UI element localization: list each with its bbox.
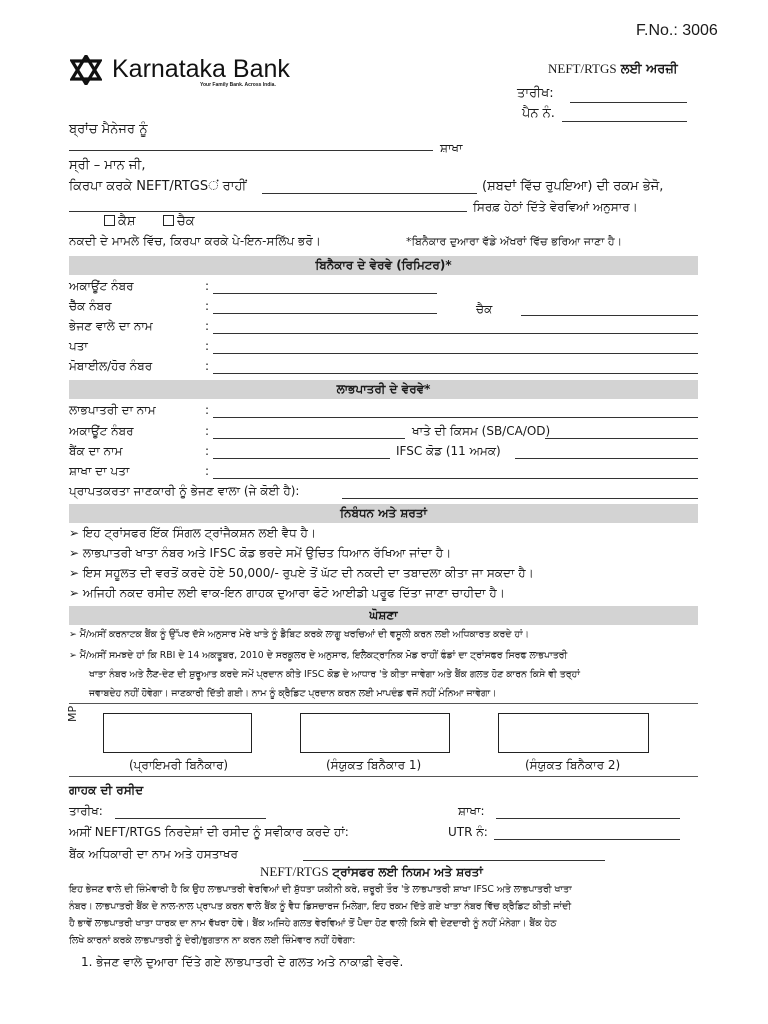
utr-label: UTR ਨੰ:: [448, 825, 488, 839]
terms-item: ➢ ਲਾਭਪਾਤਰੀ ਖਾਤਾ ਨੰਬਰ ਅਤੇ IFSC ਕੋਡ ਭਰਦੇ ਸਮੇਂ ਉਚਿਤ ਧਿਆਨ ਰੱਖਿਆ ਜਾਂਦਾ ਹੈ।: [69, 546, 452, 560]
bank-name: Karnataka Bank: [112, 55, 290, 83]
remitter-cheque-no-label: ਚੈੱਕ ਨੰਬਰ: [69, 299, 112, 313]
date-field[interactable]: [570, 102, 687, 103]
receiver-info-field[interactable]: [342, 498, 698, 499]
account-type-field[interactable]: [545, 438, 698, 439]
joint2-signature-label: (ਸੰਯੁਕਤ ਬਿਨੈਕਾਰ 2): [525, 758, 621, 772]
receipt-header: ਗਾਹਕ ਦੀ ਰਸੀਦ: [69, 783, 144, 797]
cheque-checkbox[interactable]: [163, 215, 174, 226]
terms-item: ➢ ਇਹ ਟ੍ਰਾਂਸਫਰ ਇੱਕ ਸਿੰਗਲ ਟ੍ਰਾਂਜੈਕਸ਼ਨ ਲਈ ਵੈਧ ਹੈ।: [69, 526, 316, 540]
file-number: F.No.: 3006: [636, 22, 718, 39]
colon: :: [205, 359, 210, 373]
rules-header: [260, 864, 483, 880]
declaration-line: ਜਵਾਬਦੇਹ ਨਹੀਂ ਹੋਵੇਗਾ। ਜਾਣਕਾਰੀ ਦਿੱਤੀ ਗਈ। ਨਾਮ ਨੂੰ ਕ੍ਰੈਡਿਟ ਪ੍ਰਦਾਨ ਕਰਨ ਲਈ ਮਾਪਦੰਡ ਵਜੋਂ ਨਹੀਂ ਮੰਨਿਆ ਜਾਵੇਗਾ।: [89, 688, 497, 699]
beneficiary-branch-field[interactable]: [213, 478, 698, 479]
declaration-item-text: ਮੈਂ/ਅਸੀਂ ਕਰਨਾਟਕ ਬੈਂਕ ਨੂੰ ਉੱਪਰ ਦੱਸੇ ਅਨੁਸਾਰ ਮੇਰੇ ਖਾਤੇ ਨੂੰ ਡੈਬਿਟ ਕਰਕੇ ਲਾਗੂ ਖਰਚਿਆਂ ਦੀ ਵਸੂਲੀ ਕਰਨ ਲਈ ਅਧਿਕਾਰਤ ਕਰਦੇ ਹਾਂ।: [79, 629, 529, 640]
receipt-ack: ਅਸੀਂ NEFT/RTGS ਨਿਰਦੇਸ਼ਾਂ ਦੀ ਰਸੀਦ ਨੂੰ ਸਵੀਕਾਰ ਕਰਦੇ ਹਾਂ:: [69, 825, 349, 839]
date-label: ਤਾਰੀਖ:: [517, 86, 554, 101]
rules-item: 1. ਭੇਜਣ ਵਾਲੇ ਦੁਆਰਾ ਦਿੱਤੇ ਗਏ ਲਾਭਪਾਤਰੀ ਦੇ ਗਲਤ ਅਤੇ ਨਾਕਾਫ਼ੀ ਵੇਰਵੇ.: [81, 955, 404, 969]
terms-item-text: ਇਹ ਟ੍ਰਾਂਸਫਰ ਇੱਕ ਸਿੰਗਲ ਟ੍ਰਾਂਜੈਕਸ਼ਨ ਲਈ ਵੈਧ ਹੈ।: [82, 526, 316, 540]
cash-note: ਨਕਦੀ ਦੇ ਮਾਮਲੇ ਵਿੱਚ, ਕਿਰਪਾ ਕਰਕੇ ਪੇ-ਇਨ-ਸਲਿੱਪ ਭਰੋ।: [69, 234, 321, 248]
remitter-name-label: ਭੇਜਣ ਵਾਲੇ ਦਾ ਨਾਮ: [69, 319, 153, 333]
beneficiary-account-field[interactable]: [213, 438, 405, 439]
amount-words-label: (ਸ਼ਬਦਾਂ ਵਿੱਚ ਰੁਪਇਆ) ਦੀ ਰਕਮ ਭੇਜੋ,: [482, 179, 664, 194]
beneficiary-name-label: ਲਾਭਪਾਤਰੀ ਦਾ ਨਾਮ: [69, 403, 156, 417]
account-type-label: ਖਾਤੇ ਦੀ ਕਿਸਮ (SB/CA/OD): [412, 424, 551, 438]
terms-header: ਨਿਬੰਧਨ ਅਤੇ ਸ਼ਰਤਾਂ: [69, 504, 698, 523]
rules-header-prefix: NEFT/RTGS: [260, 864, 329, 879]
colon: :: [205, 424, 210, 438]
form-title: [548, 61, 678, 77]
colon: :: [205, 339, 210, 353]
details-below: ਸਿਰਫ਼ ਹੇਠਾਂ ਦਿੱਤੇ ਵੇਰਵਿਆਂ ਅਨੁਸਾਰ।: [473, 200, 638, 214]
colon: :: [205, 403, 210, 417]
primary-signature-label: (ਪ੍ਰਾਇਮਰੀ ਬਿਨੈਕਾਰ): [129, 758, 229, 772]
officer-field[interactable]: [303, 860, 605, 861]
remitter-mobile-field[interactable]: [213, 373, 698, 374]
receipt-date-field[interactable]: [115, 818, 266, 819]
beneficiary-branch-label: ਸ਼ਾਖਾ ਦਾ ਪਤਾ: [69, 464, 130, 478]
terms-item-text: ਅਜਿਹੀ ਨਕਦ ਰਸੀਦ ਲਈ ਵਾਕ-ਇਨ ਗਾਹਕ ਦੁਆਰਾ ਫੋਟੋ ਆਈਡੀ ਪਰੂਫ ਦਿੱਤਾ ਜਾਣਾ ਚਾਹੀਦਾ ਹੈ।: [82, 586, 505, 600]
signature-top-rule: [69, 703, 698, 704]
terms-item-text: ਲਾਭਪਾਤਰੀ ਖਾਤਾ ਨੰਬਰ ਅਤੇ IFSC ਕੋਡ ਭਰਦੇ ਸਮੇਂ ਉਚਿਤ ਧਿਆਨ ਰੱਖਿਆ ਜਾਂਦਾ ਹੈ।: [82, 546, 452, 560]
signature-bottom-rule: [69, 776, 698, 777]
payment-mode-cheque[interactable]: [163, 214, 195, 229]
rules-line: ਲਿਖੇ ਕਾਰਨਾਂ ਕਰਕੇ ਲਾਭਪਾਤਰੀ ਨੂੰ ਦੇਰੀ/ਭੁਗਤਾਨ ਨਾ ਕਰਨ ਲਈ ਜ਼ਿੰਮੇਵਾਰ ਨਹੀਂ ਹੋਵੇਗਾ:: [69, 935, 356, 946]
receipt-date-label: ਤਾਰੀਖ:: [69, 804, 103, 818]
terms-item: ➢ ਅਜਿਹੀ ਨਕਦ ਰਸੀਦ ਲਈ ਵਾਕ-ਇਨ ਗਾਹਕ ਦੁਆਰਾ ਫੋਟੋ ਆਈਡੀ ਪਰੂਫ ਦਿੱਤਾ ਜਾਣਾ ਚਾਹੀਦਾ ਹੈ।: [69, 586, 505, 600]
receipt-branch-field[interactable]: [496, 818, 680, 819]
remitter-account-label: ਅਕਾਊਂਟ ਨੰਬਰ: [69, 279, 134, 293]
remitter-address-field[interactable]: [213, 353, 698, 354]
ifsc-field[interactable]: [515, 458, 698, 459]
rules-line: ਨੰਬਰ। ਲਾਭਪਾਤਰੀ ਬੈਂਕ ਦੇ ਨਾਲ-ਨਾਲ ਪ੍ਰਾਪਤ ਕਰਨ ਵਾਲੇ ਬੈਂਕ ਨੂੰ ਵੈਧ ਡਿਸਚਾਰਜ ਮਿਲੇਗਾ, ਇਹ ਰਕਮ ਦਿੱਤੇ ਗਏ ਖਾਤਾ ਨੰਬਰ ਵਿੱਚ ਕ੍ਰੈਡਿਟ ਕੀਤੀ ਜਾਂਦੀ: [69, 901, 572, 912]
remitter-mobile-label: ਮੋਬਾਈਲ/ਹੋਰ ਨੰਬਰ: [69, 359, 153, 373]
colon: :: [205, 444, 210, 458]
remitter-account-field[interactable]: [213, 293, 437, 294]
joint1-signature-box[interactable]: [300, 713, 450, 753]
colon: :: [205, 464, 210, 478]
to-manager: ਬ੍ਰਾਂਚ ਮੈਨੇਜਰ ਨੂੰ: [69, 122, 148, 137]
beneficiary-account-label: ਅਕਾਊਂਟ ਨੰਬਰ: [69, 424, 134, 438]
declaration-header: ਘੋਸ਼ਣਾ: [69, 606, 698, 625]
request-line: ਕਿਰਪਾ ਕਰਕੇ NEFT/RTGSਂ ਰਾਹੀਂ: [69, 179, 247, 194]
colon: :: [205, 299, 210, 313]
receipt-branch-label: ਸ਼ਾਖਾ:: [458, 804, 485, 818]
salutation: ਸ੍ਰੀ – ਮਾਨ ਜੀ,: [69, 158, 146, 173]
officer-label: ਬੈਂਕ ਅਧਿਕਾਰੀ ਦਾ ਨਾਮ ਅਤੇ ਹਸਤਾਖਰ: [69, 847, 238, 861]
amount-words-field[interactable]: [69, 211, 467, 212]
pan-label: ਪੈਨ ਨੰ.: [522, 106, 555, 121]
colon: :: [205, 279, 210, 293]
caps-note: *ਬਿਨੈਕਾਰ ਦੁਆਰਾ ਵੱਡੇ ਅੱਖਰਾਂ ਵਿੱਚ ਭਰਿਆ ਜਾਣਾ ਹੈ।: [406, 235, 623, 248]
payment-mode-cash[interactable]: [104, 214, 136, 229]
pan-field[interactable]: [562, 121, 687, 122]
rules-header-suffix: ਟ੍ਰਾਂਸਫਰ ਲਈ ਨਿਯਮ ਅਤੇ ਸ਼ਰਤਾਂ: [332, 865, 483, 879]
beneficiary-name-field[interactable]: [213, 417, 698, 418]
cash-checkbox[interactable]: [104, 215, 115, 226]
form-title-prefix: NEFT/RTGS: [548, 61, 617, 76]
joint2-signature-box[interactable]: [498, 713, 649, 753]
remitter-cheque-field[interactable]: [521, 315, 698, 316]
form-title-suffix: ਲਈ ਅਰਜ਼ੀ: [620, 62, 678, 77]
amount-field[interactable]: [262, 193, 477, 194]
beneficiary-bank-field[interactable]: [213, 458, 390, 459]
remitter-cheque-label: ਚੈਕ: [476, 302, 493, 316]
rules-line: ਇਹ ਭੇਜਣ ਵਾਲੇ ਦੀ ਜ਼ਿੰਮੇਵਾਰੀ ਹੈ ਕਿ ਉਹ ਲਾਭਪਾਤਰੀ ਵੇਰਵਿਆਂ ਦੀ ਸ਼ੁੱਧਤਾ ਯਕੀਨੀ ਕਰੇ, ਜ਼ਰੂਰੀ ਤੌਰ 'ਤੇ ਲਾਭਪਾਤਰੀ ਸ਼ਾਖਾ IFSC ਅਤੇ ਲਾਭਪਾਤਰੀ ਖਾਤਾ: [69, 884, 572, 895]
cash-label: ਕੈਸ਼: [118, 214, 136, 229]
beneficiary-bank-label: ਬੈਂਕ ਦਾ ਨਾਮ: [69, 444, 123, 458]
receiver-info-label: ਪ੍ਰਾਪਤਕਰਤਾ ਜਾਣਕਾਰੀ ਨੂੰ ਭੇਜਣ ਵਾਲਾ (ਜੇ ਕੋਈ ਹੈ):: [69, 484, 300, 498]
rules-line: ਹੈ ਭਾਵੇਂ ਲਾਭਪਾਤਰੀ ਖਾਤਾ ਧਾਰਕ ਦਾ ਨਾਮ ਵੱਖਰਾ ਹੋਵੇ। ਬੈਂਕ ਅਜਿਹੇ ਗਲਤ ਵੇਰਵਿਆਂ ਤੋਂ ਪੈਦਾ ਹੋਣ ਵਾਲੀ ਕਿਸੇ ਵੀ ਦੇਣਦਾਰੀ ਨੂੰ ਨਹੀਂ ਮੰਨੇਗਾ। ਬੈਂਕ ਹੇਠ: [69, 918, 557, 929]
bank-tagline: Your Family Bank. Across India.: [200, 82, 276, 88]
terms-item: ➢ ਇਸ ਸਹੂਲਤ ਦੀ ਵਰਤੋਂ ਕਰਦੇ ਹੋਏ 50,000/- ਰੁਪਏ ਤੋਂ ਘੱਟ ਦੀ ਨਕਦੀ ਦਾ ਤਬਾਦਲਾ ਕੀਤਾ ਜਾ ਸਕਦਾ ਹੈ।: [69, 566, 534, 580]
remitter-cheque-no-field[interactable]: [213, 313, 437, 314]
colon: :: [205, 319, 210, 333]
star-of-david-icon: [70, 55, 102, 85]
declaration-item: ➢ ਮੈਂ/ਅਸੀਂ ਕਰਨਾਟਕ ਬੈਂਕ ਨੂੰ ਉੱਪਰ ਦੱਸੇ ਅਨੁਸਾਰ ਮੇਰੇ ਖਾਤੇ ਨੂੰ ਡੈਬਿਟ ਕਰਕੇ ਲਾਗੂ ਖਰਚਿਆਂ ਦੀ ਵਸੂਲੀ ਕਰਨ ਲਈ ਅਧਿਕਾਰਤ ਕਰਦੇ ਹਾਂ।: [69, 629, 529, 640]
remitter-address-label: ਪਤਾ: [69, 339, 88, 353]
primary-signature-box[interactable]: [103, 713, 252, 753]
declaration-line: ਖਾਤਾ ਨੰਬਰ ਅਤੇ ਲੈਣ-ਦੇਣ ਦੀ ਸ਼ੁਰੂਆਤ ਕਰਦੇ ਸਮੇਂ ਪ੍ਰਦਾਨ ਕੀਤੇ IFSC ਕੋਡ ਦੇ ਆਧਾਰ 'ਤੇ ਕੀਤਾ ਜਾਵੇਗਾ ਅਤੇ ਬੈਂਕ ਗਲਤ ਹੋਣ ਕਾਰਨ ਕਿਸੇ ਵੀ ਤਰ੍ਹਾਂ: [89, 669, 580, 680]
remitter-name-field[interactable]: [213, 333, 698, 334]
utr-field[interactable]: [494, 839, 680, 840]
joint1-signature-label: (ਸੰਯੁਕਤ ਬਿਨੈਕਾਰ 1): [326, 758, 422, 772]
side-label: MP: [66, 705, 79, 722]
branch-label: ਸ਼ਾਖਾ: [440, 141, 463, 155]
cheque-label: ਚੈਕ: [177, 214, 195, 229]
ifsc-label: IFSC ਕੋਡ (11 ਅਮਕ): [396, 444, 501, 458]
branch-field[interactable]: [69, 150, 433, 151]
remitter-header: ਬਿਨੈਕਾਰ ਦੇ ਵੇਰਵੇ (ਰਿਮਿਟਰ)*: [69, 256, 698, 275]
declaration-line: ਮੈਂ/ਅਸੀਂ ਸਮਝਦੇ ਹਾਂ ਕਿ RBI ਦੇ 14 ਅਕਤੂਬਰ, 2010 ਦੇ ਸਰਕੂਲਰ ਦੇ ਅਨੁਸਾਰ, ਇਲੈਕਟ੍ਰਾਨਿਕ ਮੋਡ ਰਾਹੀਂ ਫੰਡਾਂ ਦਾ ਟ੍ਰਾਂਸਫਰ ਸਿਰਫ ਲਾਭਪਾਤਰੀ: [79, 650, 568, 661]
declaration-item: ➢ ਮੈਂ/ਅਸੀਂ ਸਮਝਦੇ ਹਾਂ ਕਿ RBI ਦੇ 14 ਅਕਤੂਬਰ, 2010 ਦੇ ਸਰਕੂਲਰ ਦੇ ਅਨੁਸਾਰ, ਇਲੈਕਟ੍ਰਾਨਿਕ ਮੋਡ ਰਾਹੀਂ ਫੰਡਾਂ ਦਾ ਟ੍ਰਾਂਸਫਰ ਸਿਰਫ ਲਾਭਪਾਤਰੀ: [69, 650, 568, 661]
terms-item-text: ਇਸ ਸਹੂਲਤ ਦੀ ਵਰਤੋਂ ਕਰਦੇ ਹੋਏ 50,000/- ਰੁਪਏ ਤੋਂ ਘੱਟ ਦੀ ਨਕਦੀ ਦਾ ਤਬਾਦਲਾ ਕੀਤਾ ਜਾ ਸਕਦਾ ਹੈ।: [82, 566, 534, 580]
beneficiary-header: ਲਾਭਪਾਤਰੀ ਦੇ ਵੇਰਵੇ*: [69, 380, 698, 399]
